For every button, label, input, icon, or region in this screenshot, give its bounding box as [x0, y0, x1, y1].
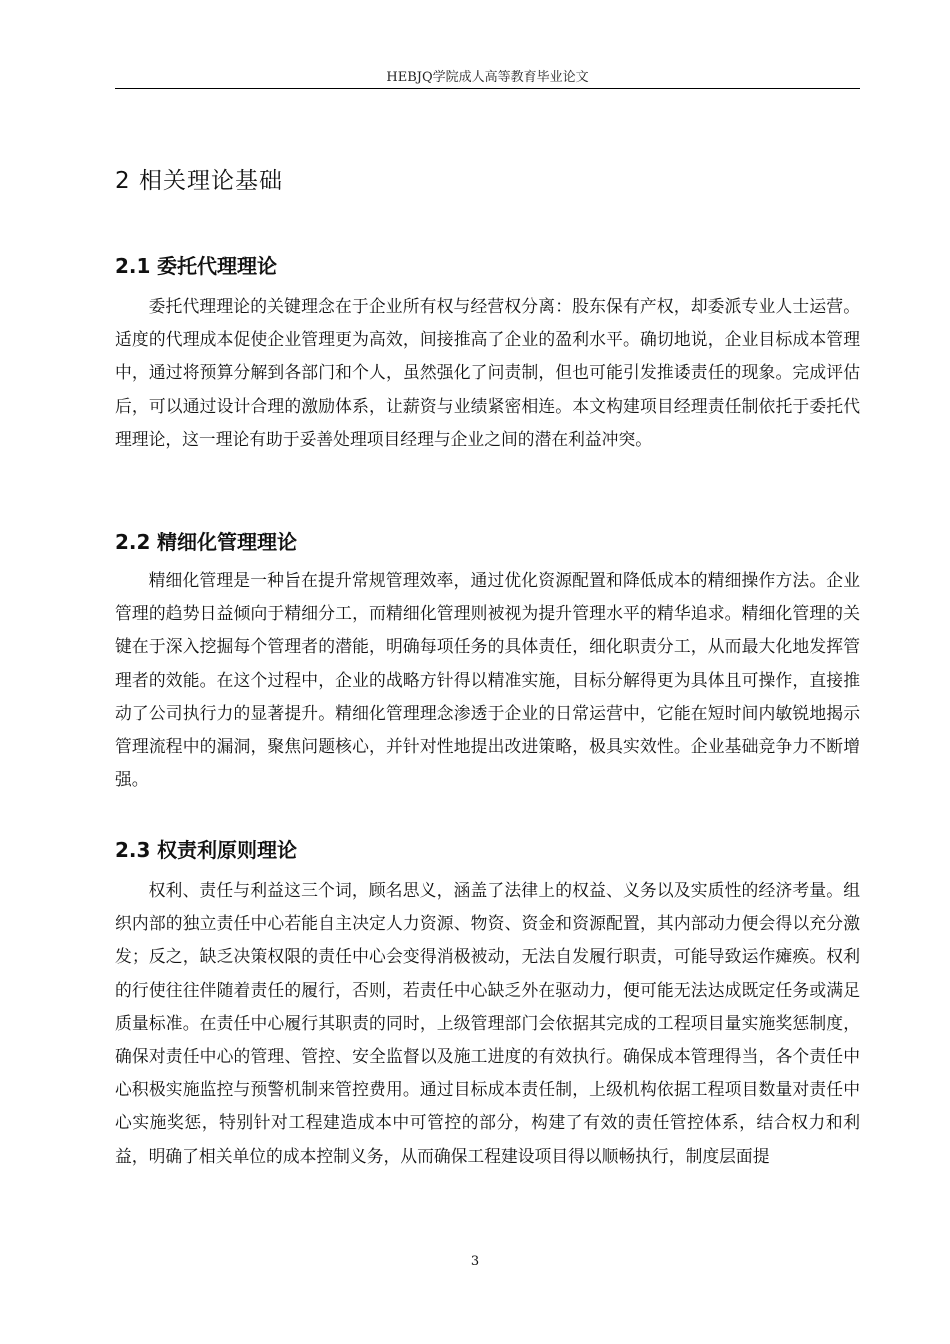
header-rule	[115, 88, 860, 89]
section-title-2-3	[115, 834, 297, 863]
running-header: HEBJQ学院成人高等教育毕业论文	[386, 70, 589, 85]
section-heading: 权责利原则理论	[157, 838, 297, 862]
section-number: 2.3	[115, 838, 151, 862]
section-heading: 委托代理理论	[157, 254, 277, 278]
section-number: 2.2	[115, 530, 151, 554]
section-paragraph-2-3: 权利、责任与利益这三个词，顾名思义，涵盖了法律上的权益、义务以及实质性的经济考量。组织内部的独立责任中心若能自主决定人力资源、物资、资金和资源配置，其内部动力便会得以充分激发；反之，缺乏决策权限的责任中心会变得消极被动，无法自发履行职责，可能导致运作瘫痪。权利的行使往往伴随着责任的履行，否则，若责任中心缺乏外在驱动力，便可能无法达成既定任务或满足质量标准。在责任中心履行其职责的同时，上级管理部门会依据其完成的工程项目量实施奖惩制度，确保对责任中心的管理、管控、安全监督以及施工进度的有效执行。确保成本管理得当，各个责任中心积极实施监控与预警机制来管控费用。通过目标成本责任制，上级机构依据工程项目数量对责任中心实施奖惩，特别针对工程建造成本中可管控的部分，构建了有效的责任管控体系，结合权力和利益，明确了相关单位的成本控制义务，从而确保工程建设项目得以顺畅执行，制度层面提	[115, 880, 860, 1166]
section-title-2-1	[115, 250, 277, 279]
section-heading: 精细化管理理论	[157, 530, 297, 554]
chapter-title: 2 相关理论基础	[115, 168, 283, 194]
section-paragraph-2-2: 精细化管理是一种旨在提升常规管理效率，通过优化资源配置和降低成本的精细操作方法。企业管理的趋势日益倾向于精细分工，而精细化管理则被视为提升管理水平的精华追求。精细化管理的关键在于深入挖掘每个管理者的潜能，明确每项任务的具体责任，细化职责分工，从而最大化地发挥管理者的效能。在这个过程中，企业的战略方针得以精准实施，目标分解得更为具体且可操作，直接推动了公司执行力的显著提升。精细化管理理念渗透于企业的日常运营中，它能在短时间内敏锐地揭示管理流程中的漏洞，聚焦问题核心，并针对性地提出改进策略，极具实效性。企业基础竞争力不断增强。	[115, 570, 860, 790]
section-title-2-2	[115, 526, 297, 555]
section-paragraph-2-1: 委托代理理论的关键理念在于企业所有权与经营权分离：股东保有产权，却委派专业人士运营。适度的代理成本促使企业管理更为高效，间接推高了企业的盈利水平。确切地说，企业目标成本管理中，通过将预算分解到各部门和个人，虽然强化了问责制，但也可能引发推诿责任的现象。完成评估后，可以通过设计合理的激励体系，让薪资与业绩紧密相连。本文构建项目经理责任制依托于委托代理理论，这一理论有助于妥善处理项目经理与企业之间的潜在利益冲突。	[115, 296, 860, 449]
page-number: 3	[470, 1254, 480, 1269]
section-number: 2.1	[115, 254, 151, 278]
